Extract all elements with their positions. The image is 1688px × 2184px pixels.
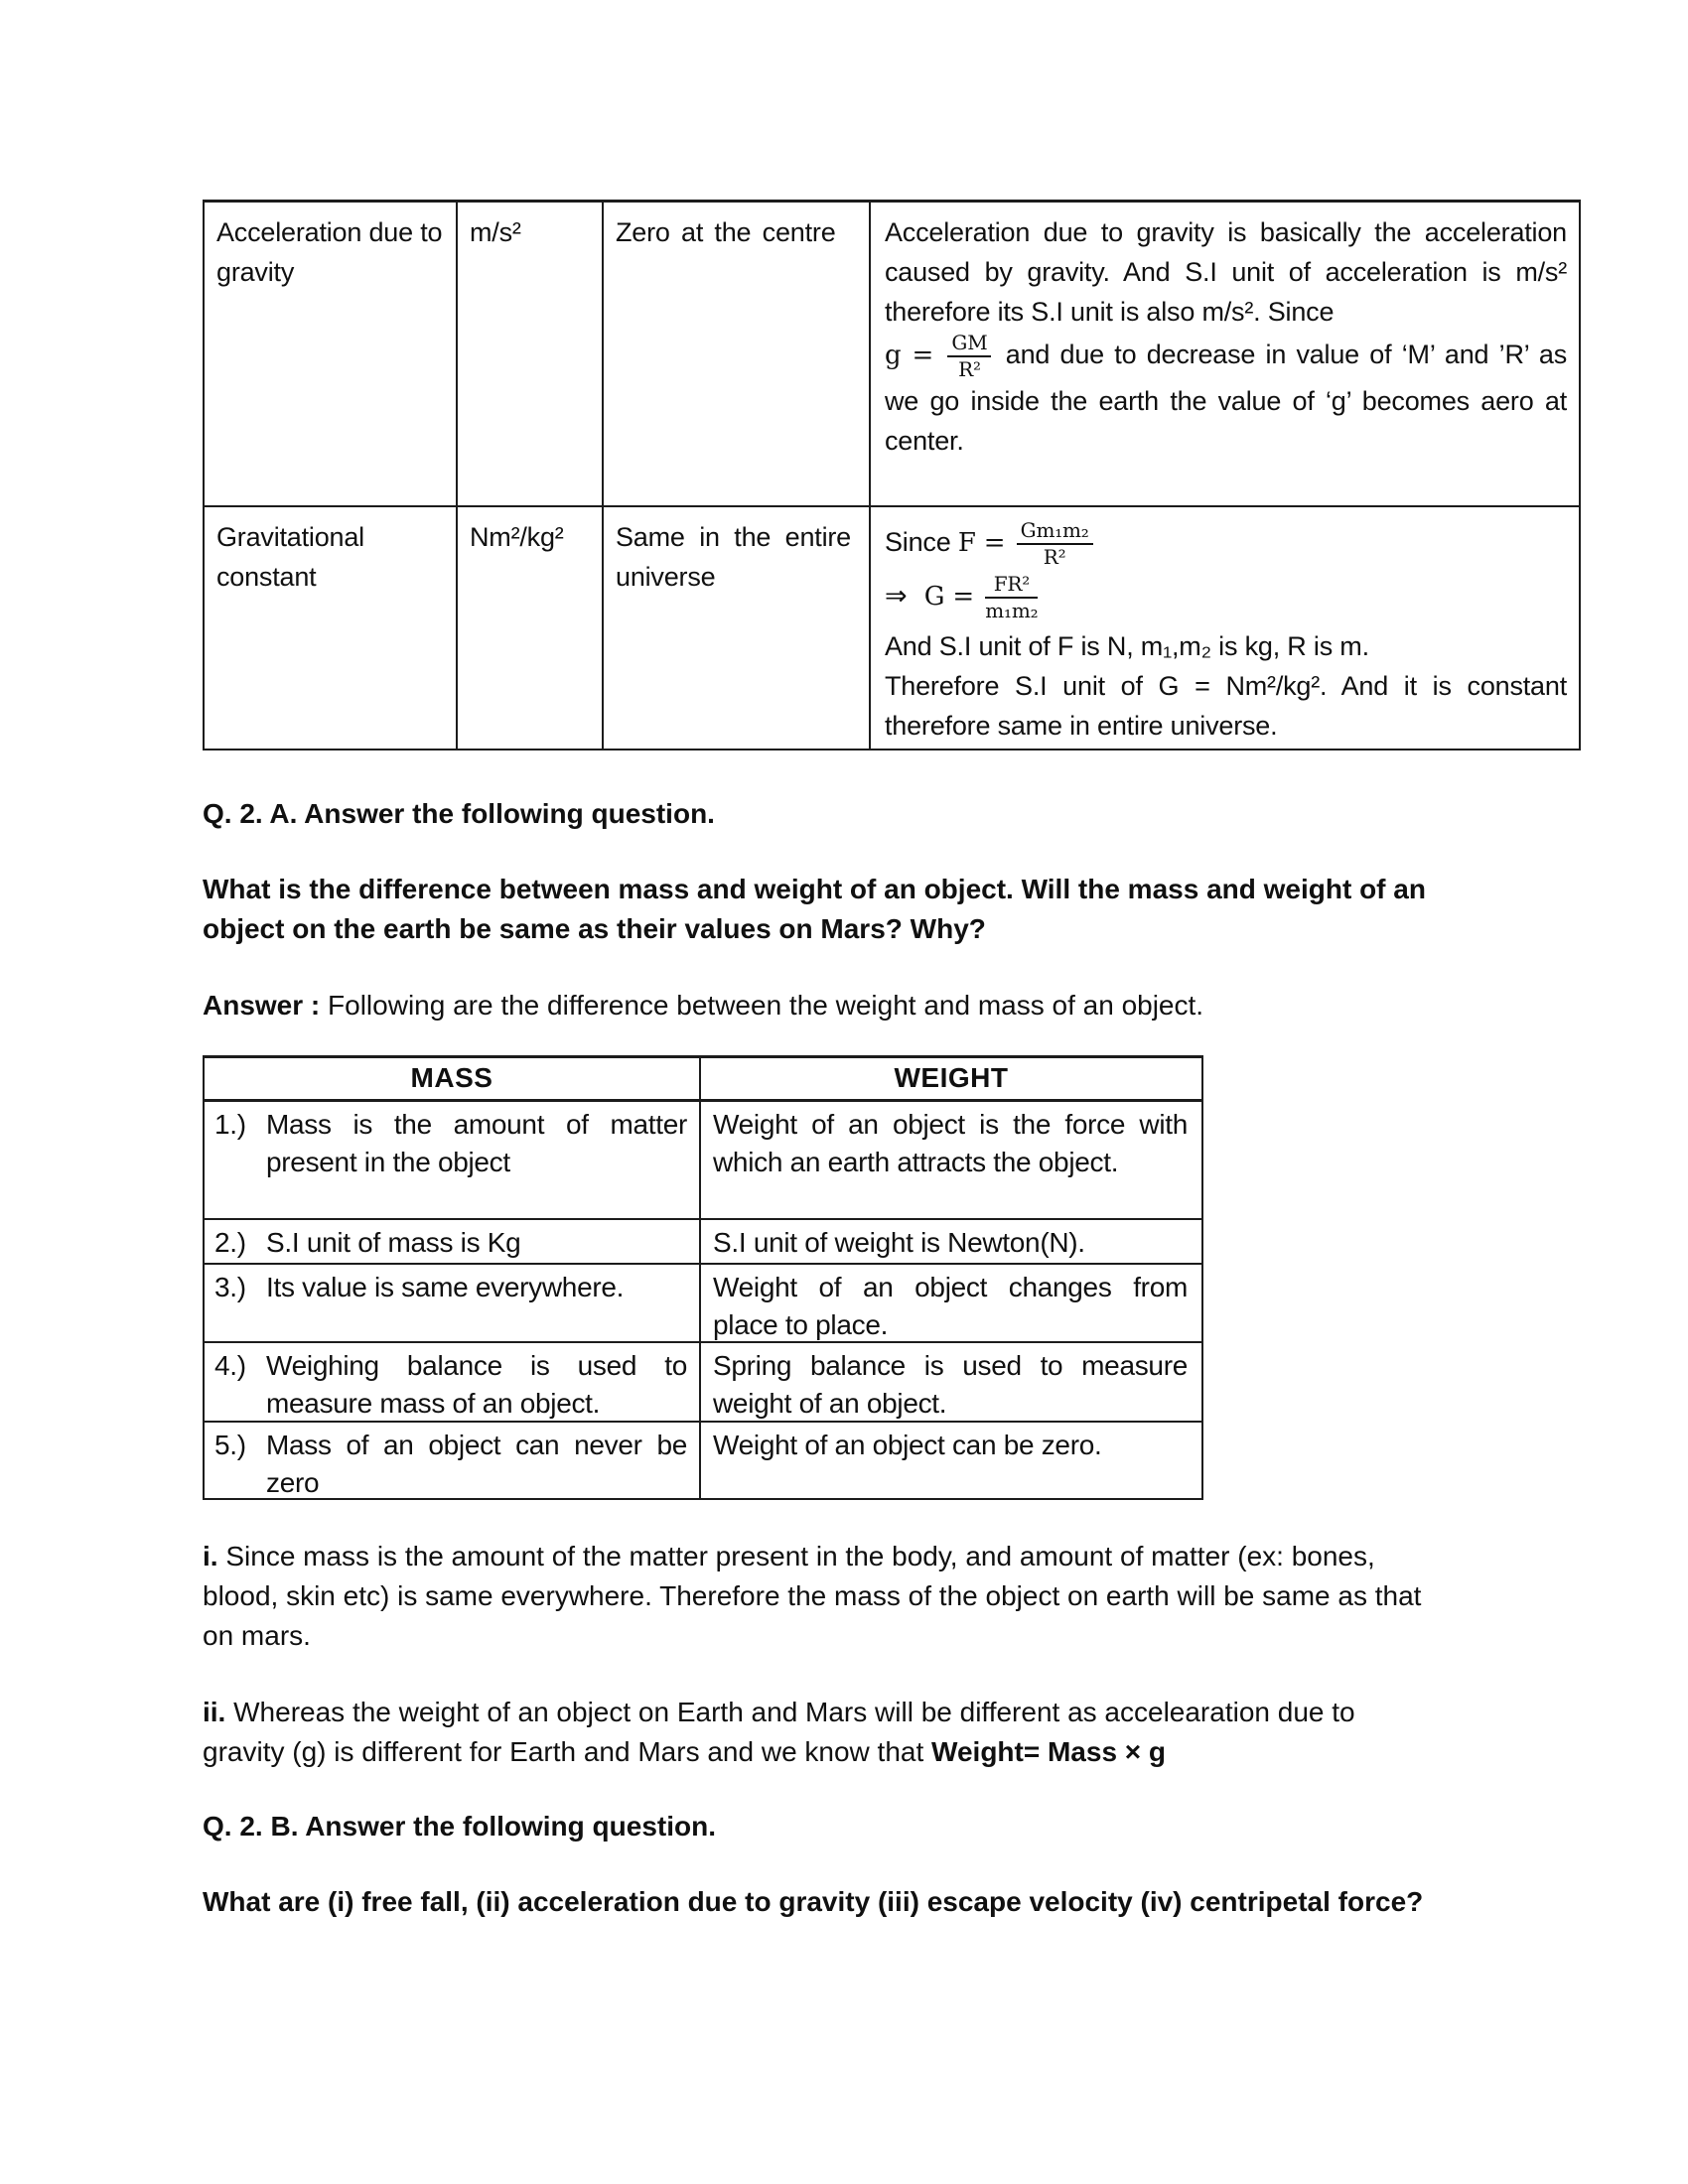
term-text: Acceleration due to gravity: [216, 217, 443, 287]
table-row: [205, 1265, 1201, 1343]
fraction-denominator: m₁m₂: [985, 599, 1039, 622]
scope-text: Same in the entire universe: [616, 522, 851, 592]
mass-text: Weighing balance is used to measure mass of an object.: [266, 1350, 687, 1419]
unit-text: m/s²: [470, 217, 521, 247]
term-cell: [205, 507, 458, 749]
note-ii: [203, 1693, 1444, 1772]
unit-cell: [458, 203, 604, 505]
note-i-label: i.: [203, 1541, 226, 1571]
formula-prefix: Since: [885, 527, 951, 558]
fraction-denominator: R²: [1043, 545, 1066, 569]
table-row: [205, 1102, 1201, 1220]
weight-cell: Weight of an object changes from place to place.: [713, 1272, 1188, 1340]
row-number: 2.): [214, 1227, 246, 1258]
gravity-terms-table: [203, 200, 1581, 751]
fraction-numerator: FR²: [985, 573, 1038, 599]
fraction: [1017, 519, 1093, 569]
implies-arrow: ⇒: [885, 581, 908, 613]
note-i-text: Since mass is the amount of the matter present in the body, and amount of matter (ex: bones, blood, skin etc) is same everywhere. Therefore the mass of the object on earth will be same as that on mars.: [203, 1541, 1422, 1651]
formula-lhs: g =: [885, 341, 934, 371]
header-row: [205, 1058, 1201, 1102]
mass-cell: [205, 1265, 701, 1341]
scope-text: Zero at the centre: [616, 217, 836, 247]
weight-cell: Weight of an object can be zero.: [713, 1430, 1102, 1460]
note-ii-text: Whereas the weight of an object on Earth and Mars will be different as accelearation due to gravity (g) is different for Earth and Mars and we know that: [203, 1697, 1355, 1767]
conclusion-note: Therefore S.I unit of G = Nm²/kg². And it is constant therefore same in entire universe.: [885, 671, 1567, 741]
mass-text: S.I unit of mass is Kg: [266, 1227, 521, 1258]
mass-text: Its value is same everywhere.: [266, 1272, 625, 1302]
row-number: 1.): [214, 1109, 246, 1140]
table-row: [205, 1343, 1201, 1423]
row-number: 5.): [214, 1430, 246, 1460]
table-row: [205, 1423, 1201, 1498]
q2a-question: What is the difference between mass and weight of an object. Will the mass and weight of an object on the earth be same as their values on Mars? Why?: [203, 874, 1426, 944]
note-ii-label: ii.: [203, 1697, 234, 1727]
scope-cell: [604, 507, 871, 749]
fraction: [947, 332, 991, 381]
weight-cell: S.I unit of weight is Newton(N).: [713, 1227, 1085, 1258]
scope-cell: [604, 203, 871, 505]
description-cell: [871, 203, 1579, 505]
unit-cell: [458, 507, 604, 749]
mass-text: Mass is the amount of matter present in the object: [266, 1109, 687, 1177]
answer-text: Following are the difference between the weight and mass of an object.: [328, 990, 1204, 1021]
fraction: [985, 573, 1038, 622]
description-text: Acceleration due to gravity is basically the acceleration caused by gravity. And S.I unit of acceleration is m/s² therefore its S.I unit is also m/s². Since: [885, 217, 1567, 327]
q2a-heading: Q. 2. A. Answer the following question.: [203, 798, 715, 829]
formula-paragraph: [885, 332, 1567, 461]
weight-header: WEIGHT: [894, 1062, 1009, 1093]
table-row: [205, 1220, 1201, 1265]
mass-cell: [205, 1343, 701, 1421]
unit-text: Nm²/kg²: [470, 522, 564, 552]
q2b-question: What are (i) free fall, (ii) acceleration due to gravity (iii) escape velocity (iv) centripetal force?: [203, 1886, 1424, 1917]
mass-weight-table: [203, 1055, 1203, 1500]
q2a-answer-line: [203, 986, 1444, 1025]
note-i: [203, 1537, 1444, 1656]
term-cell: [205, 203, 458, 505]
weight-cell: Weight of an object is the force with which an earth attracts the object.: [713, 1109, 1188, 1177]
description-cell: [871, 507, 1579, 749]
description-continued: and due to decrease in value of ‘M’ and ’R’ as we go inside the earth the value of ‘g’ becomes aero at center.: [885, 340, 1567, 456]
mass-header: MASS: [205, 1058, 701, 1099]
formula-line-1: [885, 519, 1567, 569]
formula-lhs: F =: [957, 528, 1006, 559]
row-number: 4.): [214, 1350, 246, 1381]
fraction-denominator: R²: [958, 357, 981, 381]
fraction-numerator: GM: [947, 332, 991, 357]
mass-text: Mass of an object can never be zero: [266, 1430, 687, 1498]
weight-cell: Spring balance is used to measure weight of an object.: [713, 1350, 1188, 1419]
formula-lhs: G =: [923, 582, 974, 613]
formula-line-2: [885, 573, 1567, 622]
units-note: And S.I unit of F is N, m₁,m₂ is kg, R is m.: [885, 631, 1369, 661]
table-row: [205, 507, 1579, 749]
mass-cell: [205, 1220, 701, 1263]
table-row: [205, 203, 1579, 507]
q2b-heading: Q. 2. B. Answer the following question.: [203, 1811, 716, 1842]
weight-formula: Weight= Mass × g: [931, 1736, 1167, 1767]
mass-cell: [205, 1102, 701, 1218]
answer-label: Answer :: [203, 990, 329, 1021]
row-number: 3.): [214, 1272, 246, 1302]
fraction-numerator: Gm₁m₂: [1017, 519, 1093, 545]
term-text: Gravitational constant: [216, 522, 364, 592]
mass-cell: [205, 1423, 701, 1498]
